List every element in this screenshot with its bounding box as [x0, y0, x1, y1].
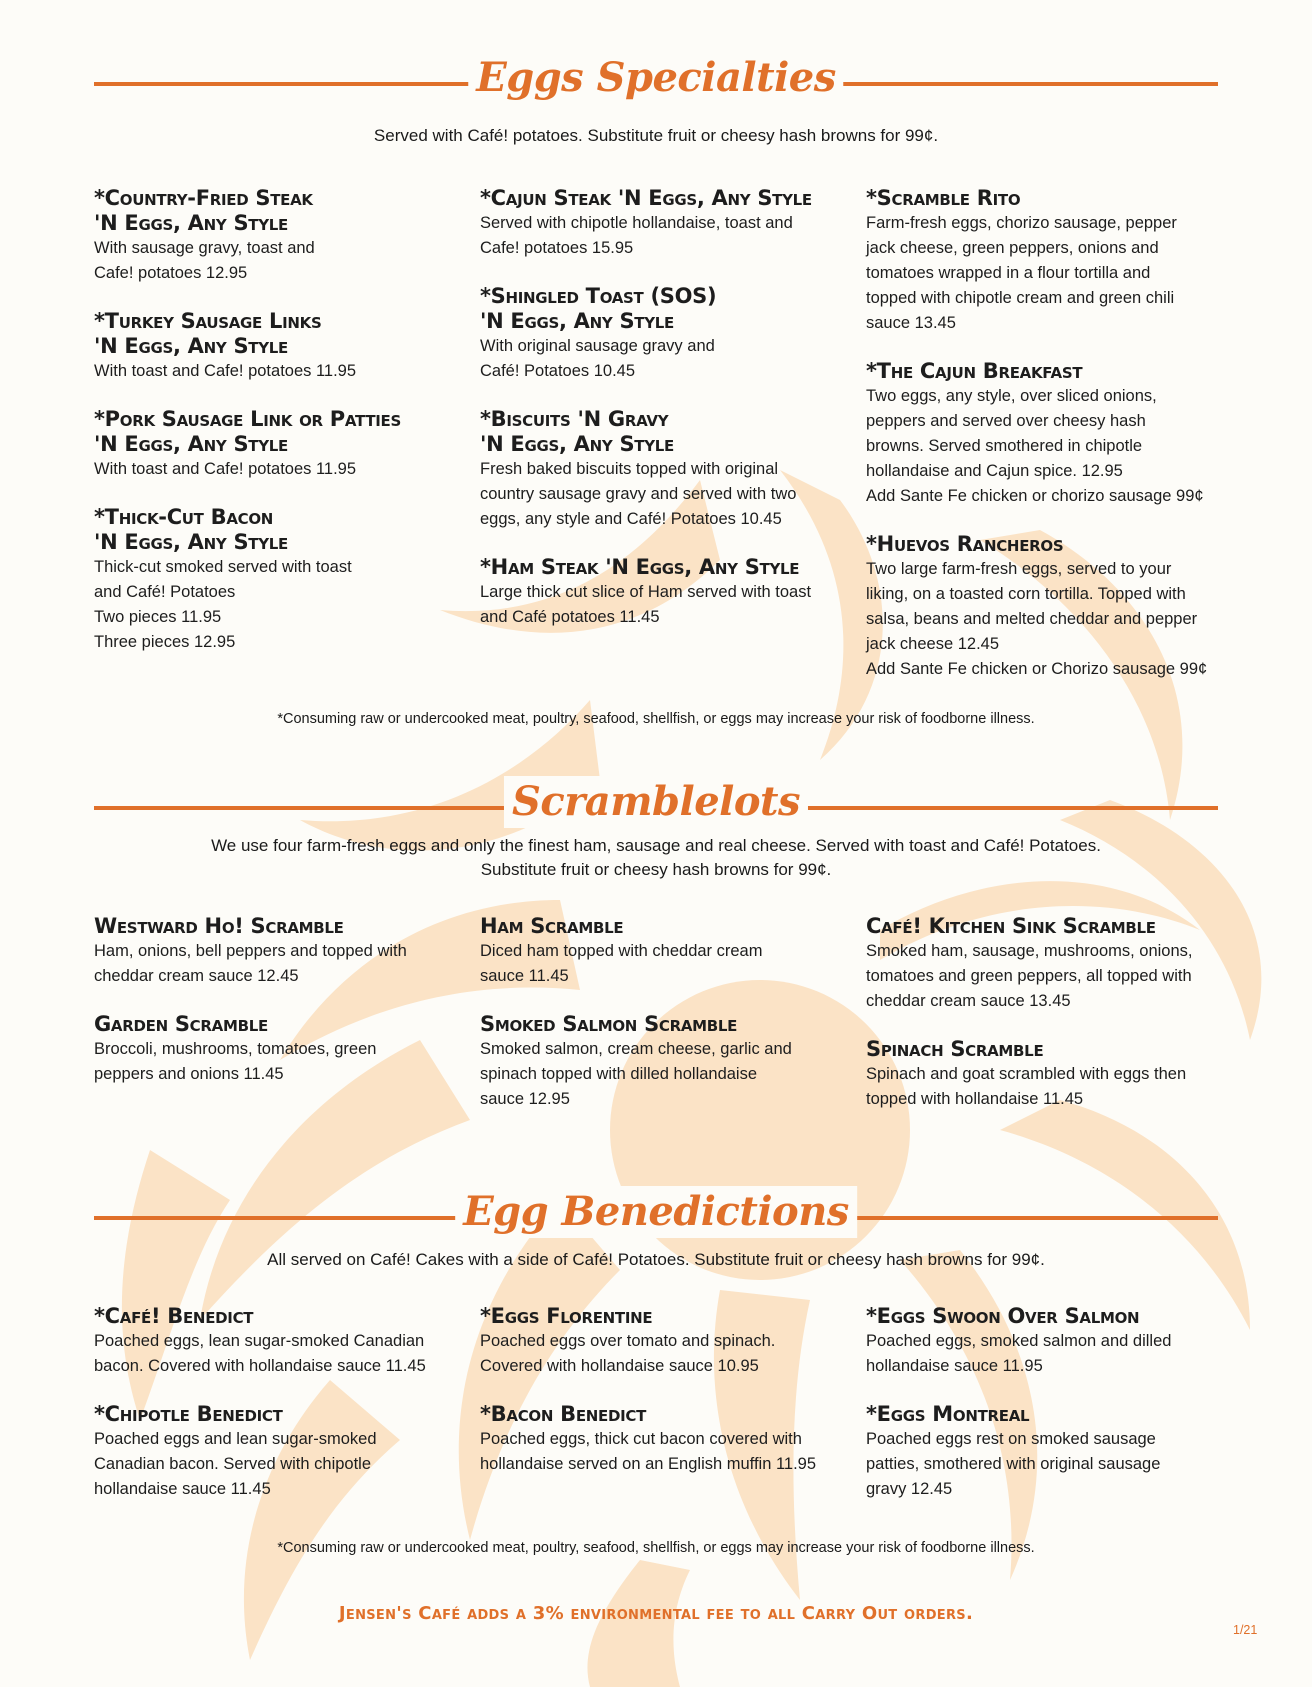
item-name: *Shingled Toast (SOS) 'N Eggs, Any Style — [480, 284, 717, 333]
item-name: Westward Ho! Scramble — [94, 914, 344, 938]
item-description: Spinach and goat scrambled with eggs then topped with hollandaise 11.45 — [866, 1065, 1187, 1108]
item-name: *Cajun Steak 'N Eggs, Any Style — [480, 186, 812, 210]
menu-item — [480, 407, 840, 532]
menu-column — [480, 1304, 840, 1525]
menu-item — [94, 1012, 454, 1087]
item-addon: Add Sante Fe chicken or Chorizo sausage 99¢ — [866, 660, 1208, 678]
item-name: *Eggs Montreal — [866, 1402, 1030, 1426]
menu-item — [94, 914, 454, 989]
menu-item — [94, 1304, 454, 1379]
item-description: Poached eggs rest on smoked sausage patties, smothered with original sausage gravy 12.45 — [866, 1430, 1161, 1498]
item-name: Garden Scramble — [94, 1012, 268, 1036]
menu-item — [480, 284, 840, 384]
item-description: Smoked salmon, cream cheese, garlic and spinach topped with dilled hollandaise sauce 12.95 — [480, 1040, 792, 1108]
item-description: Fresh baked biscuits topped with original country sausage gravy and served with two eggs, any style and Café! Potatoes 10.45 — [480, 460, 797, 528]
item-name: *Bacon Benedict — [480, 1402, 647, 1426]
item-description: Poached eggs, lean sugar-smoked Canadian bacon. Covered with hollandaise sauce 11.45 — [94, 1332, 426, 1375]
item-name: Smoked Salmon Scramble — [480, 1012, 738, 1036]
item-name: *Scramble Rito — [866, 186, 1021, 210]
menu-item — [480, 914, 840, 989]
item-description: With sausage gravy, toast and Cafe! potatoes 12.95 — [94, 239, 315, 282]
menu-item — [480, 1402, 840, 1477]
menu-item — [480, 186, 840, 261]
item-description: Large thick cut slice of Ham served with toast and Café potatoes 11.45 — [480, 583, 812, 626]
item-name: Café! Kitchen Sink Scramble — [866, 914, 1156, 938]
section-subtitle: Served with Café! potatoes. Substitute fruit or cheesy hash browns for 99¢. — [373, 126, 939, 145]
item-addon: Add Sante Fe chicken or chorizo sausage 99¢ — [866, 487, 1204, 505]
item-name: *Huevos Rancheros — [866, 532, 1064, 556]
menu-item — [866, 1402, 1218, 1502]
disclaimer: *Consuming raw or undercooked meat, poultry, seafood, shellfish, or eggs may increase your risk of foodborne illness. — [277, 711, 1035, 727]
section-title: Egg Benedictions — [455, 1186, 857, 1238]
item-name: *Eggs Swoon Over Salmon — [866, 1304, 1140, 1328]
item-description: Farm-fresh eggs, chorizo sausage, pepper jack cheese, green peppers, onions and tomatoes wrapped in a flour tortilla and topped with chipotle cream and green chili sauce 13.45 — [866, 214, 1177, 332]
menu-item — [866, 532, 1218, 682]
menu-item — [480, 555, 840, 630]
section-subtitle: All served on Café! Cakes with a side of Café! Potatoes. Substitute fruit or cheesy hash browns for 99¢. — [267, 1250, 1045, 1269]
item-name: Ham Scramble — [480, 914, 624, 938]
item-description: With original sausage gravy and Café! Potatoes 10.45 — [480, 337, 715, 380]
menu-item — [866, 914, 1218, 1014]
menu-columns — [94, 1304, 1218, 1525]
section-header — [94, 52, 1218, 110]
section-subtitle: We use four farm-fresh eggs and only the finest ham, sausage and real cheese. Served with toast and Café! Potatoes. — [211, 836, 1101, 855]
section-subtitle: Substitute fruit or cheesy hash browns for 99¢. — [480, 860, 832, 879]
item-name: *The Cajun Breakfast — [866, 359, 1083, 383]
item-description: Poached eggs and lean sugar-smoked Canadian bacon. Served with chipotle hollandaise sauce 11.45 — [94, 1430, 377, 1498]
item-description: Ham, onions, bell peppers and topped with cheddar cream sauce 12.45 — [94, 942, 407, 985]
item-name: *Thick-Cut Bacon 'N Eggs, Any Style — [94, 505, 288, 554]
menu-columns — [94, 914, 1218, 1135]
section-header — [94, 776, 1218, 834]
menu-item — [480, 1012, 840, 1112]
menu-column — [866, 1304, 1218, 1525]
item-description: Diced ham topped with cheddar cream sauce 11.45 — [480, 942, 763, 985]
carry-out-fee-note: Jensen's Café adds a 3% environmental fee to all Carry Out orders. — [338, 1603, 974, 1624]
menu-item — [866, 1037, 1218, 1112]
item-description: Broccoli, mushrooms, tomatoes, green peppers and onions 11.45 — [94, 1040, 377, 1083]
menu-item — [866, 186, 1218, 336]
menu-item — [866, 1304, 1218, 1379]
item-description: Poached eggs, smoked salmon and dilled hollandaise sauce 11.95 — [866, 1332, 1172, 1375]
egg-benedictions-section — [94, 1186, 1218, 1525]
menu-item — [94, 309, 454, 384]
menu-column — [866, 186, 1218, 705]
menu-item — [94, 1402, 454, 1502]
item-name: *Country-Fried Steak 'N Eggs, Any Style — [94, 186, 313, 235]
menu-column — [866, 914, 1218, 1135]
item-name: *Chipotle Benedict — [94, 1402, 283, 1426]
item-name: *Biscuits 'N Gravy 'N Eggs, Any Style — [480, 407, 674, 456]
section-title: Scramblelots — [504, 776, 808, 828]
item-description: Two large farm-fresh eggs, served to your liking, on a toasted corn tortilla. Topped with salsa, beans and melted cheddar and pepper jack cheese 12.45 — [866, 560, 1198, 653]
disclaimer: *Consuming raw or undercooked meat, poultry, seafood, shellfish, or eggs may increase your risk of foodborne illness. — [277, 1540, 1035, 1556]
section-header — [94, 1186, 1218, 1244]
item-description: Two eggs, any style, over sliced onions, peppers and served over cheesy hash browns. Served smothered in chipotle hollandaise and Cajun spice. 12.95 — [866, 387, 1157, 480]
menu-column — [94, 186, 454, 705]
item-description: With toast and Cafe! potatoes 11.95 — [94, 362, 357, 380]
item-name: *Turkey Sausage Links 'N Eggs, Any Style — [94, 309, 322, 358]
menu-item — [480, 1304, 840, 1379]
menu-item — [94, 186, 454, 286]
section-title: Eggs Specialties — [468, 52, 843, 104]
eggs-specialties-section — [94, 52, 1218, 705]
item-name: *Café! Benedict — [94, 1304, 254, 1328]
menu-column — [480, 186, 840, 705]
menu-item — [94, 505, 454, 655]
item-description: Thick-cut smoked served with toast and Café! Potatoes Two pieces 11.95 Three pieces 12.95 — [94, 558, 352, 651]
item-name: Spinach Scramble — [866, 1037, 1044, 1061]
item-name: *Pork Sausage Link or Patties 'N Eggs, Any Style — [94, 407, 401, 456]
page-number: 1/21 — [1233, 1623, 1258, 1637]
item-description: Served with chipotle hollandaise, toast and Cafe! potatoes 15.95 — [480, 214, 793, 257]
menu-column — [94, 1304, 454, 1525]
menu-item — [94, 407, 454, 482]
menu-column — [480, 914, 840, 1135]
menu-column — [94, 914, 454, 1135]
item-name: *Ham Steak 'N Eggs, Any Style — [480, 555, 800, 579]
menu-columns — [94, 186, 1218, 705]
scramblelots-section — [94, 776, 1218, 1135]
item-description: Poached eggs, thick cut bacon covered with hollandaise served on an English muffin 11.95 — [480, 1430, 817, 1473]
menu-item — [866, 359, 1218, 509]
item-description: Poached eggs over tomato and spinach. Covered with hollandaise sauce 10.95 — [480, 1332, 776, 1375]
item-description: Smoked ham, sausage, mushrooms, onions, tomatoes and green peppers, all topped with cheddar cream sauce 13.45 — [866, 942, 1193, 1010]
item-description: With toast and Cafe! potatoes 11.95 — [94, 460, 357, 478]
item-name: *Eggs Florentine — [480, 1304, 653, 1328]
